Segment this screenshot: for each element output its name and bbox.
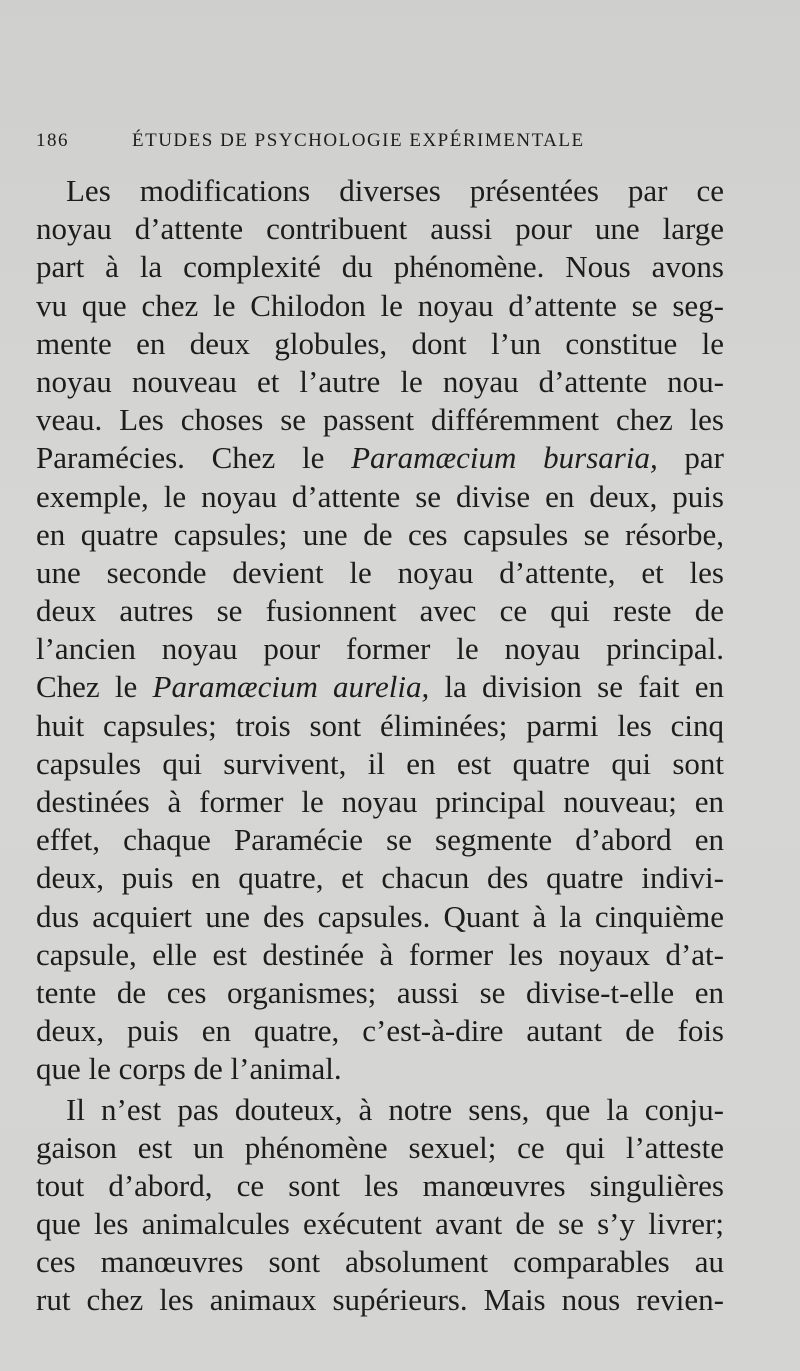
text-line: gaison est un phénomène sexuel; ce qui l’atteste	[36, 1129, 724, 1165]
text-line: vu que chez le Chilodon le noyau d’attente se seg-	[36, 287, 724, 323]
text-line: part à la complexité du phénomène. Nous avons	[36, 249, 724, 285]
paragraph-2	[36, 1091, 724, 1320]
text-line: Il n’est pas douteux, à notre sens, que la conju-	[66, 1091, 724, 1127]
text-line: mente en deux globules, dont l’un constitue le	[36, 325, 724, 361]
text-line: que le corps de l’animal.	[36, 1051, 342, 1087]
text-line: Les modifications diverses présentées par ce	[66, 173, 724, 208]
text-line	[36, 439, 724, 477]
text-run: Chez le	[36, 669, 153, 705]
text-run: la division se fait en	[429, 669, 724, 705]
text-run: par	[657, 440, 724, 476]
species-name: Paramæcium aurelia,	[152, 669, 430, 705]
text-line: une seconde devient le noyau d’attente, et les	[36, 554, 724, 590]
text-line: noyau d’attente contribuent aussi pour une large	[36, 211, 724, 247]
text-line: effet, chaque Paramécie se segmente d’abord en	[36, 822, 724, 858]
text-line: huit capsules; trois sont éliminées; parmi les cinq	[36, 707, 724, 743]
page-header	[36, 130, 736, 160]
text-line: deux, puis en quatre, c’est-à-dire autant de fois	[36, 1013, 724, 1049]
paragraph-1	[36, 172, 724, 1089]
text-line: capsules qui survivent, il en est quatre qui sont	[36, 745, 724, 781]
text-line: exemple, le noyau d’attente se divise en deux, puis	[36, 478, 724, 514]
species-name: Paramæcium bursaria,	[351, 440, 658, 476]
text-line: capsule, elle est destinée à former les noyaux d’at-	[36, 936, 724, 972]
text-line: tout d’abord, ce sont les manœuvres singulières	[36, 1167, 724, 1203]
text-line: destinées à former le noyau principal nouveau; en	[36, 784, 724, 819]
running-head: ÉTUDES DE PSYCHOLOGIE EXPÉRIMENTALE	[132, 130, 585, 151]
text-line: rut chez les animaux supérieurs. Mais nous revien-	[36, 1282, 724, 1318]
page-number: 186	[36, 130, 69, 151]
text-line: tente de ces organismes; aussi se divise-t-elle en	[36, 974, 724, 1010]
text-line: l’ancien noyau pour former le noyau principal.	[36, 631, 724, 667]
body-text	[36, 172, 724, 1320]
text-line: dus acquiert une des capsules. Quant à la cinquième	[36, 898, 724, 934]
text-run: Paramécies. Chez le	[36, 440, 352, 476]
text-line: ces manœuvres sont absolument comparables au	[36, 1244, 724, 1280]
text-line: deux autres se fusionnent avec ce qui reste de	[36, 593, 724, 629]
text-line: en quatre capsules; une de ces capsules se résorbe,	[36, 516, 724, 552]
text-line: deux, puis en quatre, et chacun des quatre indivi-	[36, 860, 724, 896]
text-line: noyau nouveau et l’autre le noyau d’attente nou-	[36, 363, 724, 399]
text-line: que les animalcules exécutent avant de se s’y livrer;	[36, 1206, 724, 1242]
text-line	[36, 668, 724, 706]
text-line: veau. Les choses se passent différemment chez les	[36, 402, 724, 438]
